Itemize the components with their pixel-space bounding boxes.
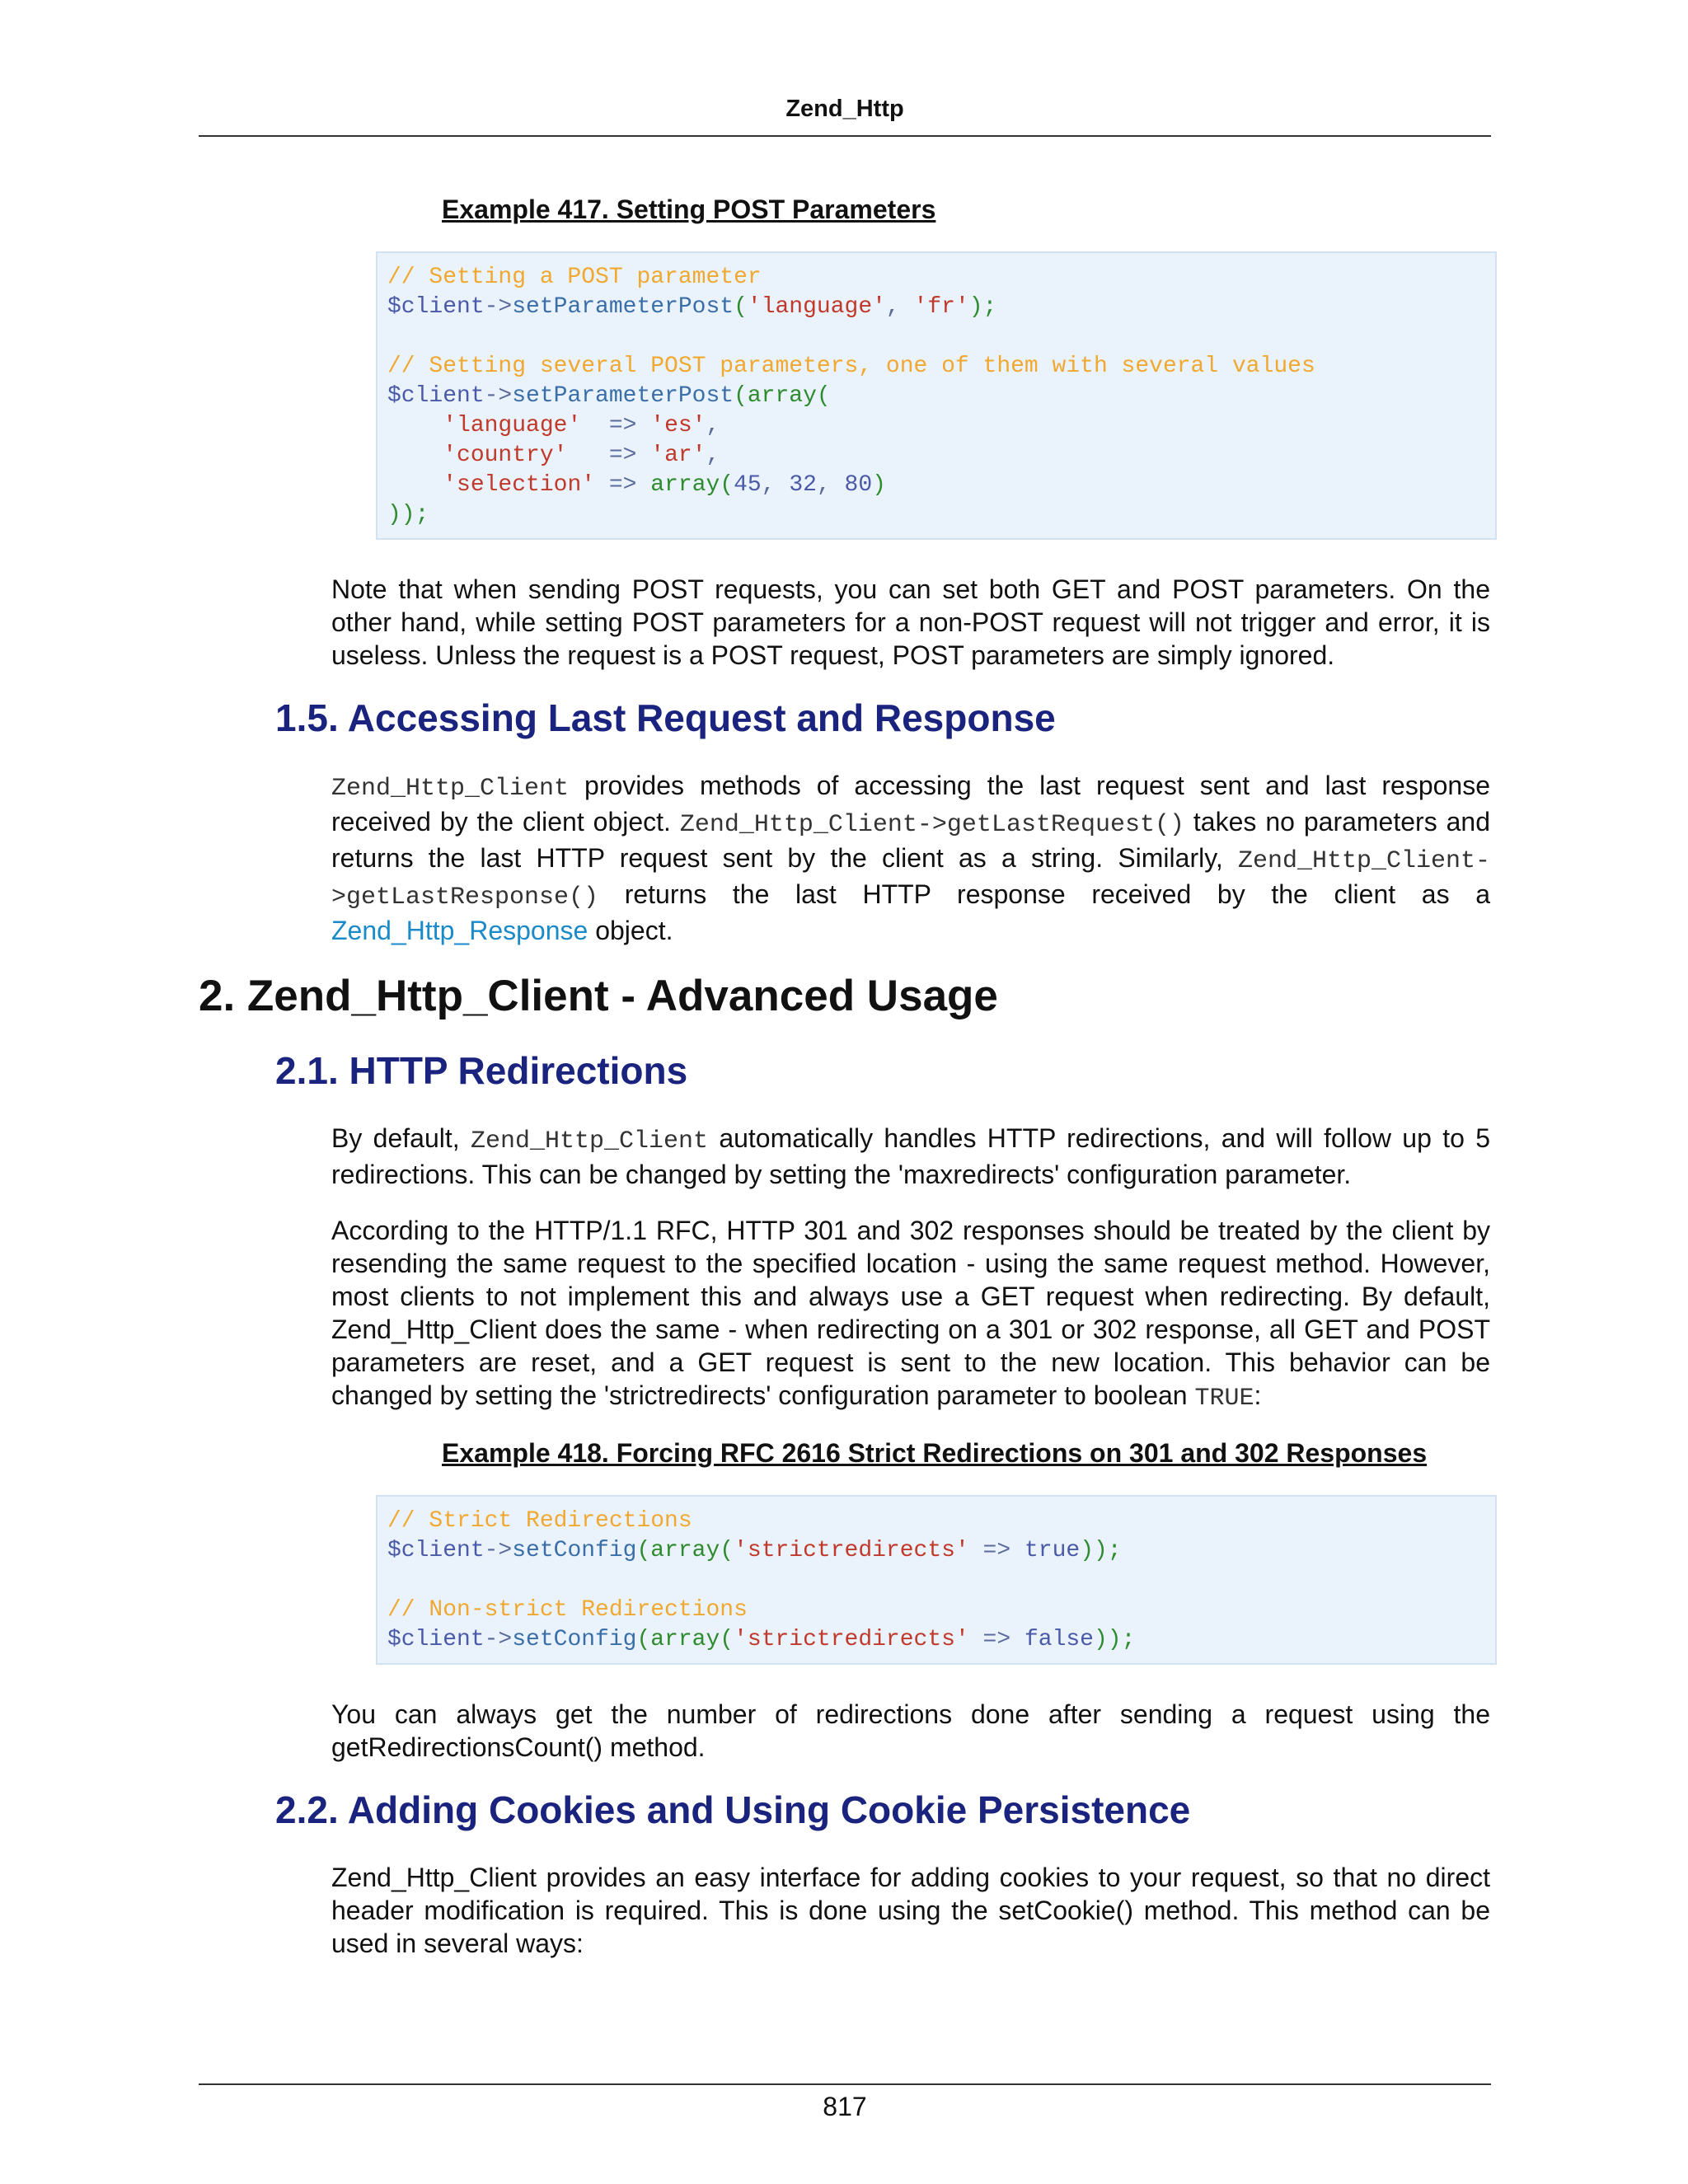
code-line [387,1596,1485,1625]
code-token: -> [484,1627,513,1652]
example-417-title: Example 417. Setting POST Parameters [442,194,936,224]
code-token: setConfig [512,1627,637,1652]
code-token: , [761,472,790,498]
text-run: automatically handles HTTP redirections, and will follow up to 5 redirections. This can be changed by setting the 'maxredirects' configuration parameter. [331,1123,1491,1189]
text-run: provides methods of accessing the last request sent and last response received by the client object. [331,771,1490,837]
code-token: , [706,413,720,438]
code-token: => [968,1627,1025,1652]
code-token: ( [734,294,748,320]
code-token: 32 [789,472,817,498]
code-line [387,1507,1485,1536]
code-line [387,352,1485,382]
section-1-5-paragraph [331,769,1490,947]
text-run: : [1254,1380,1262,1410]
code-token: 'selection' [443,472,596,498]
text-run: According to the HTTP/1.1 RFC, HTTP 301 and 302 responses should be treated by the client by resending the same request to the specified location - using the same request method. However, most clients to not implement this and always use a GET request when redirecting. By default, Zend_Http_Client does the same - when redirecting on a 301 or 302 response, all GET and POST parameters are reset, and a GET request is sent to the new location. This behavior can be changed by setting the 'strictredirects' configuration parameter to boolean [331,1216,1490,1410]
code-token: => [595,472,651,498]
code-token: , [885,294,914,320]
code-token [387,413,443,438]
code-token: 'language' [747,294,886,320]
code-line [387,322,1485,352]
code-token: 'ar' [650,443,706,468]
section-2-1-paragraph-1 [331,1122,1490,1191]
code-token: , [816,472,845,498]
code-token: 'es' [650,413,706,438]
code-token: setParameterPost [512,383,734,409]
code-token: ) [872,472,886,498]
code-line [387,382,1485,411]
code-token: 'strictredirects' [734,1538,969,1563]
code-token: (array( [636,1627,734,1652]
code-token: // Non-strict Redirections [387,1597,748,1623]
code-token: false [1024,1627,1094,1652]
code-token: -> [484,383,513,409]
footer-rule [199,2083,1491,2085]
code-token: -> [484,294,513,320]
code-token: 'language' [443,413,582,438]
example-418-title: Example 418. Forcing RFC 2616 Strict Redirections on 301 and 302 Responses [442,1438,1428,1468]
code-token: => [581,413,651,438]
text-run: returns the last HTTP response received by the client as a [598,879,1490,909]
text-run: takes no parameters and returns the last HTTP request sent by the client as a string. Similarly, [331,807,1491,873]
code-token: $client [387,383,485,409]
code-token: -> [484,1538,513,1563]
code-token: )); [1080,1538,1122,1563]
code-token: (array( [734,383,831,409]
code-token: setConfig [512,1538,637,1563]
text-run: object. [588,916,673,945]
code-token: (array( [636,1538,734,1563]
example-417-code [376,251,1497,540]
running-header: Zend_Http [785,96,904,122]
code-line [387,1625,1485,1655]
inline-code: TRUE [1194,1385,1254,1413]
post-note-paragraph: Note that when sending POST requests, you can set both GET and POST parameters. On the other hand, while setting POST parameters for a non-POST request will not trigger and error, it is useless. Unless the request is a POST request, POST parameters are simply ignored. [331,574,1490,670]
code-token: )); [1093,1627,1136,1652]
text-run: By default, [331,1123,471,1153]
code-line [387,1536,1485,1566]
code-token: 45 [734,472,762,498]
inline-code: Zend_Http_Client [331,775,570,803]
code-token: // Strict Redirections [387,1508,692,1534]
page-body [199,194,1491,1983]
section-2-1-heading: 2.1. HTTP Redirections [275,1049,688,1092]
code-line [387,411,1485,441]
code-token: 80 [844,472,873,498]
section-1-5-heading: 1.5. Accessing Last Request and Response [275,696,1056,739]
code-line [387,471,1485,500]
section-2-2-paragraph: Zend_Http_Client provides an easy interface for adding cookies to your request, so that no direct header modification is required. This is done using the setCookie() method. This method can be used in several ways: [331,1863,1490,1958]
code-token: ); [968,294,997,320]
inline-code: Zend_Http_Client->getLastResponse() [331,847,1490,912]
inline-code: Zend_Http_Client [470,1127,708,1155]
chapter-2-heading: 2. Zend_Http_Client - Advanced Usage [199,972,998,1020]
code-token: $client [387,1627,485,1652]
inline-code: Zend_Http_Client->getLastRequest() [679,811,1184,839]
code-line [387,1566,1485,1596]
code-token: 'country' [443,443,568,468]
code-line [387,500,1485,530]
page-number: 817 [823,2092,867,2121]
code-token: 'strictredirects' [734,1627,969,1652]
section-2-2-heading: 2.2. Adding Cookies and Using Cookie Persistence [275,1788,1191,1831]
example-418-code [376,1495,1497,1665]
zend-http-response-link[interactable]: Zend_Http_Response [331,916,588,945]
code-line [387,263,1485,293]
code-token [387,472,443,498]
code-token: array( [650,472,734,498]
code-token: $client [387,1538,485,1563]
section-2-1-paragraph-2 [331,1214,1490,1415]
code-token: // Setting a POST parameter [387,265,762,290]
code-token: )); [387,502,429,527]
section-2-1-paragraph-3: You can always get the number of redirections done after sending a request using the getRedirectionsCount() method. [331,1699,1490,1762]
code-token: , [706,443,720,468]
code-line [387,441,1485,471]
code-token: 'fr' [913,294,969,320]
code-token: => [968,1538,1025,1563]
code-token: $client [387,294,485,320]
code-token: => [567,443,651,468]
code-token [387,443,443,468]
code-line [387,293,1485,322]
code-token: setParameterPost [512,294,734,320]
code-token: true [1024,1538,1081,1563]
header-rule [199,135,1491,137]
code-token: // Setting several POST parameters, one of them with several values [387,354,1315,379]
